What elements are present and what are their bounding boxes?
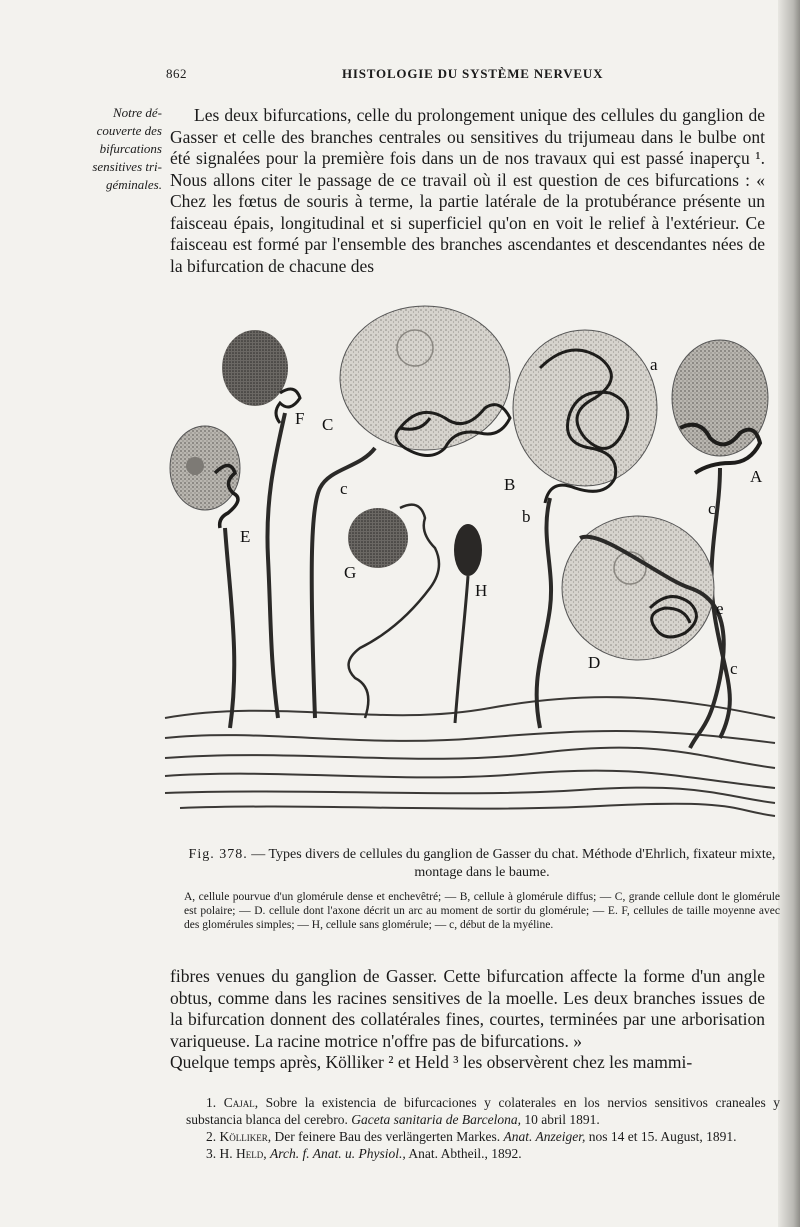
- cell-c: [312, 306, 510, 718]
- figure-label: c: [340, 479, 348, 498]
- figure-label: H: [475, 581, 488, 600]
- margin-note-line: Notre dé-: [113, 105, 162, 120]
- page-edge-shadow: [778, 0, 800, 1227]
- margin-note-line: bifurcations: [99, 141, 162, 156]
- paragraph: Quelque temps après, Kölliker ² et Held ³ les observèrent chez les mammi-: [170, 1052, 693, 1072]
- histology-drawing: [160, 298, 780, 838]
- footnote-text: Der feinere Bau des verlängerten Markes.: [274, 1129, 501, 1144]
- footnote-date: Anat. Abtheil., 1892.: [408, 1146, 522, 1161]
- footnote-2: [186, 1128, 780, 1145]
- body-text-top: [170, 105, 765, 277]
- figure-caption: [184, 846, 780, 882]
- footnote-date: nos 14 et 15. August, 1891.: [588, 1129, 737, 1144]
- figure-label: E: [240, 527, 251, 546]
- footnote-author: Kölliker,: [219, 1129, 272, 1144]
- cell-d: [562, 516, 724, 748]
- margin-note-line: couverte des: [96, 123, 162, 138]
- page-number: 862: [166, 66, 187, 81]
- footnote-author: Cajal,: [223, 1095, 259, 1110]
- cell-e: [170, 426, 240, 728]
- figure-label: e: [716, 599, 724, 618]
- footnote-number: 1.: [206, 1095, 217, 1110]
- footnote-number: 3.: [206, 1146, 217, 1161]
- paragraph: fibres venues du ganglion de Gasser. Cette bifurcation affecte la forme d'un angle obtus, comme dans les racines sensitives de la moelle. Les deux branches issues de la bifurcation donnent des collatérales fines, courtes, terminées par une arborisation variqueuse. La racine motrice n'offre pas de bifurcations. »: [170, 966, 765, 1051]
- footnote-3: [186, 1145, 780, 1162]
- nerve-fibres: [165, 697, 775, 816]
- figure-label: b: [522, 507, 531, 526]
- footnote-journal: Arch. f. Anat. u. Physiol.,: [270, 1146, 406, 1161]
- figure-label: c: [730, 659, 738, 678]
- footnote-date: 10 abril 1891.: [524, 1112, 600, 1127]
- figure-caption-text: — Types divers de cellules du ganglion de Gasser du chat. Méthode d'Ehrlich, fixateur mixte, montage dans le baume.: [251, 847, 776, 880]
- body-text-bottom: [170, 966, 765, 1074]
- footnote-text: Sobre la existencia de bifurcaciones y colaterales en los nervios sensitivos craneales y substancia blanca del cerebro.: [186, 1095, 781, 1127]
- running-head: HISTOLOGIE DU SYSTÈME NERVEUX: [342, 66, 604, 81]
- margin-note-line: sensitives tri-: [92, 159, 162, 174]
- cell-h: [454, 524, 482, 723]
- figure-number: Fig. 378.: [188, 847, 248, 862]
- figure-label: B: [504, 475, 516, 494]
- figure-label: F: [295, 409, 305, 428]
- footnote-author: H. Held,: [219, 1146, 267, 1161]
- cell-g: [348, 505, 439, 718]
- figure-label: G: [344, 563, 357, 582]
- footnote-number: 2.: [206, 1129, 217, 1144]
- page-header: [166, 66, 766, 86]
- footnote-journal: Anat. Anzeiger,: [503, 1129, 586, 1144]
- margin-note-line: géminales.: [106, 177, 162, 192]
- figure-378: [160, 298, 780, 838]
- figure-label: A: [750, 467, 763, 486]
- footnote-journal: Gaceta sanitaria de Barcelona,: [351, 1112, 522, 1127]
- footnotes: [186, 1094, 780, 1162]
- figure-label: D: [588, 653, 601, 672]
- figure-label: C: [322, 415, 334, 434]
- figure-label: a: [650, 355, 658, 374]
- margin-note: [50, 104, 162, 194]
- figure-label: c: [708, 499, 716, 518]
- paragraph: Les deux bifurcations, celle du prolongement unique des cellules du ganglion de Gasser et celle des branches centrales ou sensitives du trijumeau dans le bulbe ont été signalées pour la première fois dans un de nos travaux qui est passé inaperçu ¹. Nous allons citer le passage de ce travail où il est question de ces bifurcations : « Chez les fœtus de souris à terme, la partie latérale de la protubérance présente un faisceau épais, longitudinal et si superficiel qu'on en voit le relief à l'extérieur. Ce faisceau est formé par l'ensemble des branches ascendantes et descendantes nées de la bifurcation de chacune des: [170, 105, 765, 276]
- footnote-1: [186, 1094, 780, 1128]
- figure-legend: A, cellule pourvue d'un glomérule dense et enchevêtré; — B, cellule à glomérule diffus; — C, grande cellule dont le glomérule est polaire; — D. cellule dont l'axone décrit un arc au moment de sortir du glomérule; — E. F, cellules de taille moyenne avec des glomérules simples; — H, cellule sans glomérule; — c, début de la myéline.: [184, 891, 780, 931]
